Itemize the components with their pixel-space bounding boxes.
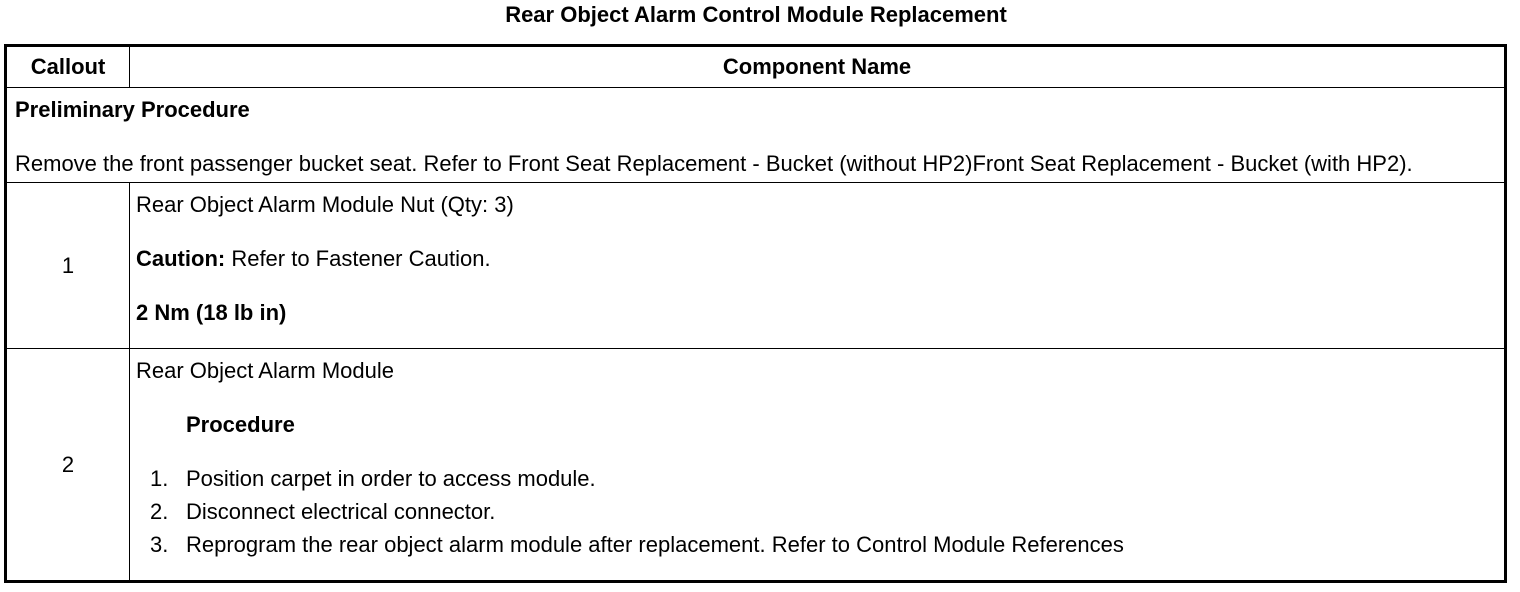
preliminary-row [6,88,1506,183]
component-cell [130,183,1506,349]
step-number: 3. [150,532,169,557]
preliminary-cell [6,88,1506,183]
step-text: Position carpet in order to access module. [186,466,596,491]
procedure-steps [136,466,1498,558]
procedure-heading: Procedure [186,412,295,437]
procedure-step [136,499,1498,525]
component-name: Rear Object Alarm Module Nut (Qty: 3) [136,192,514,217]
step-number: 2. [150,499,169,524]
preliminary-text: Remove the front passenger bucket seat. Refer to Front Seat Replacement - Bucket (without HP2)Front Seat Replacement - Bucket (with HP2). [15,151,1413,176]
callout-number: 2 [6,349,130,582]
procedure-step [136,532,1498,558]
component-cell [130,349,1506,582]
caution-label: Caution: [136,246,226,271]
header-component-name: Component Name [130,46,1506,88]
table-row [6,349,1506,582]
caution-line [136,246,1498,272]
callout-number: 1 [6,183,130,349]
procedure-step [136,466,1498,492]
header-callout: Callout [6,46,130,88]
step-text: Disconnect electrical connector. [186,499,496,524]
table-row [6,183,1506,349]
document-title: Rear Object Alarm Control Module Replacement [505,2,1007,27]
torque-spec: 2 Nm (18 lb in) [136,300,287,325]
component-name: Rear Object Alarm Module [136,358,394,383]
table-header-row [6,46,1506,88]
step-number: 1. [150,466,169,491]
procedure-table [4,44,1507,583]
preliminary-heading: Preliminary Procedure [15,97,250,122]
caution-text: Refer to Fastener Caution. [225,246,491,271]
step-text: Reprogram the rear object alarm module after replacement. Refer to Control Module References [186,532,1124,557]
